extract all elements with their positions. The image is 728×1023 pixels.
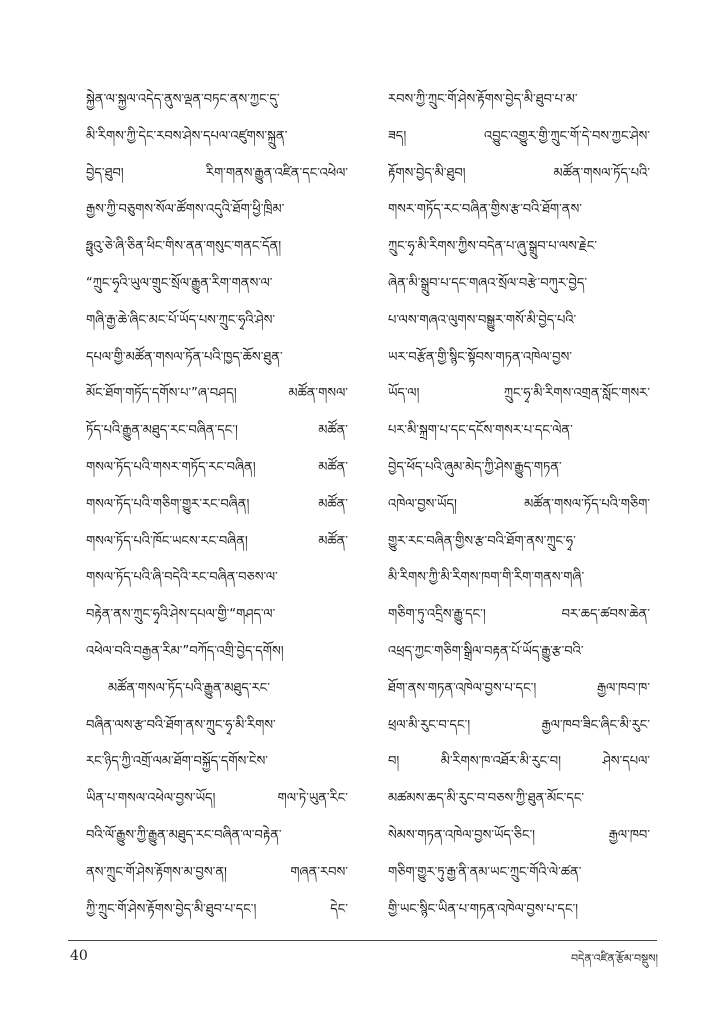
text-line: པ་ལས་གཞའ་ལུགས་བསྒྱུར་གསོ་མི་བྱེད་པའི་ bbox=[388, 312, 577, 328]
text-line: བའི་ལོ་རྒྱུས་ཀྱི་རྒྱུན་མཐུད་རང་བཞིན་ལ་བརྟེན་ bbox=[86, 827, 282, 843]
text-line: མཚམས་ཆད་མི་རུང་བ་བཅས་ཀྱི་ཐུན་མོང་དང་ bbox=[388, 791, 585, 807]
text-line: རང་ཉིད་ཀྱི་འགྲོ་ལམ་ཐོག་བསྐྱོད་དགོས་ངེས་ bbox=[86, 754, 269, 770]
text-line: གསལ་ཏོད་པའི་གཅིག་གྱུར་རང་བཞིན། མཚོན་ bbox=[86, 496, 348, 512]
left-text-column bbox=[86, 82, 348, 928]
text-line: གཞི་རྒྱ་ཆེ་ཞིང་མང་པོ་ཡོད་པས་ཀྲུང་ཧྭའི་ཤེས་ bbox=[86, 312, 276, 328]
text-line: བྱེད་ཐུབ། རིག་གནས་རྒྱུན་འཛིན་དང་འཕེལ་ bbox=[86, 165, 348, 181]
text-line: རབས་ཀྱི་ཀྲུང་གོ་ཤེས་རྟོགས་བྱེད་མི་ཐུབ་པ་མ་ bbox=[388, 92, 578, 107]
text-line: གསལ་ཏོད་པའི་ཞི་བདེའི་རང་བཞིན་བཅས་ལ་ bbox=[86, 570, 278, 586]
text-line: ཐོག་ནས་གཏན་འཁེལ་བྱས་པ་དང་། རྒྱལ་ཁབ་ཁ་ bbox=[388, 680, 650, 696]
text-line: བརྟེན་ནས་ཀྲུང་ཧྭའི་ཤེས་དཔལ་གྱི་“གཤད་ལ་ bbox=[86, 607, 276, 623]
text-line: རྒྱས་ཀྱི་བཅུགས་སོལ་ཚོགས་འདུའི་ཐོག་ཕྱི་ཁྲིམ་ bbox=[86, 202, 285, 218]
text-line: གཅིག་ཏུ་འདྲིས་རྒྱུ་དང་། བར་ཆད་ཚབས་ཆེན་ bbox=[388, 607, 650, 623]
text-line: བཞིན་ལས་རྩ་བའི་ཐོག་ནས་ཀྲུང་ཧྭ་མི་རིགས་ bbox=[86, 717, 276, 733]
page-number: 40 bbox=[70, 948, 88, 964]
text-line: ཧྥུའུ་ཅེ་ཞི་ཅིན་ཕིང་གིས་ནན་གསུང་གནང་དོན། bbox=[86, 239, 282, 255]
text-line: གྱི་ཡང་སྙིང་ཡིན་པ་གཏན་འཁེལ་བྱས་པ་དང་། bbox=[388, 901, 579, 917]
text-line: བ། མི་རིགས་ཁ་འཐོར་མི་རུང་བ། ཤེས་དཔལ་ bbox=[388, 754, 650, 770]
text-line: ཡོད་ལ། ཀྲུང་ཧྭ་མི་རིགས་འགྲན་སློང་གསར་ bbox=[388, 386, 650, 402]
text-line: འཁེལ་བྱས་ཡོད། མཚོན་གསལ་ཏོད་པའི་གཅིག་ bbox=[388, 496, 650, 512]
text-line: གསལ་ཏོད་པའི་གསར་གཏོད་རང་བཞིན། མཚོན་ bbox=[86, 459, 348, 475]
text-line: རྟོགས་བྱེད་མི་ཐུབ། མཚོན་གསལ་ཏོད་པའི་ bbox=[388, 165, 650, 181]
paragraph-start-line: མཚོན་གསལ་ཏོད་པའི་རྒྱུན་མཐུད་རང་ bbox=[108, 680, 270, 696]
running-footer-title: བདེན་འཛིན་རྩོམ་བསྡུས། bbox=[571, 952, 658, 965]
right-text-column bbox=[388, 82, 650, 928]
text-line: ཞེན་མི་སྒྲུབ་པ་དང་གཞའ་སྲོལ་བརྩེ་བཀུར་བྱེད་ bbox=[388, 275, 588, 291]
text-line: གཅིག་གྱུར་ཏུ་རྒྱ་ནི་ནམ་ཡང་ཀྲུང་གོའི་ལེ་ཚན་ bbox=[388, 864, 582, 880]
footer-divider bbox=[68, 940, 657, 941]
text-line: དཔལ་གྱི་མཚོན་གསལ་ཏོན་པའི་ཁྱད་ཆོས་ཐུན་ bbox=[86, 349, 283, 365]
text-line: ཡིན་པ་གསལ་འཕེལ་བྱས་ཡོད། གལ་ཏེ་ཡུན་རིང་ bbox=[86, 791, 348, 807]
text-line: ཀྲུང་ཧྭ་མི་རིགས་ཀྱིས་བདེན་པ་ཞུ་སྒྲུབ་པ་ལས་རྗེང་ bbox=[388, 239, 598, 255]
text-line: ཕྲལ་མི་རུང་བ་དང་། རྒྱལ་ཁབ་ཟིང་ཞིང་མི་རུང་ bbox=[388, 717, 650, 733]
text-line: ནས་ཀྲུང་གོ་ཤེས་རྟོགས་མ་བྱས་ན། གཞན་རབས་ bbox=[86, 864, 348, 880]
text-line: སྐྱེན་ལ་སྐྱལ་འདེད་ནུས་ལྡན་བཏང་ནས་ཀྱང་དུ་ bbox=[86, 92, 280, 107]
text-line: བྱེད་ཕོད་པའི་ཞུམ་མེད་ཀྱི་ཤེས་རྒྱུད་གཏན་ bbox=[388, 459, 562, 475]
paragraph-end-line: འཕེལ་བའི་བརྒྱན་རིམ་”བཀོད་འགྲི་བྱེད་དགོས། bbox=[86, 643, 284, 659]
text-line: གསལ་ཏོད་པའི་ཁོང་ཡངས་རང་བཞིན། མཚོན་ bbox=[86, 533, 348, 549]
text-line: གྱུར་རང་བཞིན་གྱིས་རྩ་བའི་ཐོག་ནས་ཀྲུང་ཧྭ་ bbox=[388, 533, 576, 549]
text-line: ཀྱི་ཀྲུང་གོ་ཤེས་རྟོགས་བྱེད་མི་ཐུབ་པ་དང་། དེང་ bbox=[86, 901, 348, 917]
text-line: སེམས་གཏན་འཁེལ་བྱས་ཡོད་ཅིང་། རྒྱལ་ཁབ་ bbox=[388, 827, 650, 843]
text-line: “ཀྲུང་ཧྭའི་ཡུལ་གྲུང་སྲོལ་རྒྱུན་རིག་གནས་ལ་ bbox=[86, 275, 273, 291]
text-line: ཟད། འབྱུང་འགྱུར་གྱི་ཀྲུང་གོ་དེ་བས་ཀྱང་ཤེས་ bbox=[388, 128, 650, 144]
text-line: མོང་ཐོག་གཏོད་དགོས་པ་”ཞ་བཤད། མཚོན་གསལ་ bbox=[86, 386, 348, 402]
text-line: པར་མི་སྐྲག་པ་དང་དངོས་གསར་པ་དང་ལེན་ bbox=[388, 423, 573, 439]
text-line: མི་རིགས་ཀྱི་མི་རིགས་ཁག་གི་རིག་གནས་གཞི་ bbox=[388, 570, 585, 586]
text-line: གསར་གཏོད་རང་བཞིན་གྱིས་རྩ་བའི་ཐོག་ནས་ bbox=[388, 202, 582, 218]
text-line: ཏོད་པའི་རྒྱུན་མཐུད་རང་བཞིན་དང་། མཚོན་ bbox=[86, 423, 348, 439]
text-line: མི་རིགས་ཀྱི་དེང་རབས་ཤེས་དཔལ་འཛུགས་སྐྲུན་ bbox=[86, 128, 288, 144]
text-line: འཕྲད་ཀྱང་གཅིག་སྒྲིལ་བརྟན་པོ་ཡོད་རྒྱུ་རྩ་བའི་ bbox=[388, 643, 584, 659]
text-line: ཡར་བརྩོན་གྱི་སྙིང་སྟོབས་གཏན་འཁེལ་བྱས་ bbox=[388, 349, 573, 365]
